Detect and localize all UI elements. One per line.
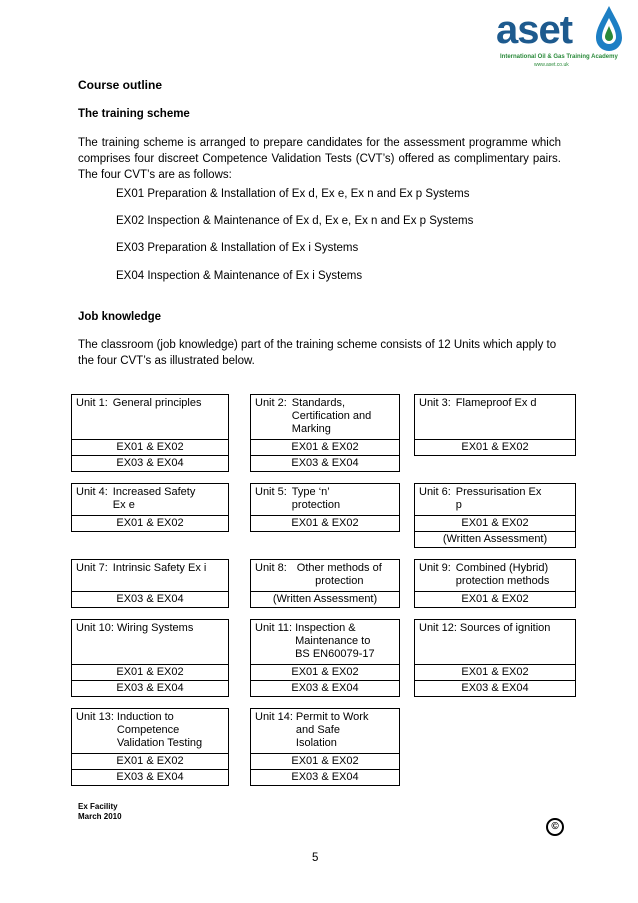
unit-box-8 — [250, 559, 400, 608]
copyright-icon: © — [546, 818, 564, 836]
unit-title: Other methods of protection — [296, 562, 382, 587]
unit-title: Pressurisation Ex p — [455, 486, 542, 511]
unit-box-4 — [71, 483, 229, 532]
unit-cvt-row: EX03 & EX04 — [72, 455, 228, 471]
unit-label: Unit 7: — [76, 562, 108, 574]
cvt-item: EX04 Inspection & Maintenance of Ex i Systems — [116, 270, 363, 282]
unit-title: Combined (Hybrid) protection methods — [455, 562, 550, 587]
unit-label: Unit 2: — [255, 397, 287, 409]
unit-box-10 — [71, 619, 229, 697]
unit-label: Unit 5: — [255, 486, 287, 498]
unit-cvt-row: EX01 & EX02 — [415, 664, 575, 680]
unit-label: Unit 1: — [76, 397, 108, 409]
unit-cvt-row: EX01 & EX02 — [72, 753, 228, 769]
unit-cvt-row: EX01 & EX02 — [251, 439, 399, 455]
unit-label: Unit 8: — [255, 562, 287, 574]
oil-drop-icon — [594, 4, 624, 56]
logo-url: www.aset.co.uk — [534, 62, 569, 68]
unit-cvt-row: EX03 & EX04 — [415, 680, 575, 696]
unit-box-7 — [71, 559, 229, 608]
unit-cvt-row: EX01 & EX02 — [251, 753, 399, 769]
unit-box-5 — [250, 483, 400, 532]
cvt-item: EX01 Preparation & Installation of Ex d, Ex e, Ex n and Ex p Systems — [116, 188, 470, 200]
unit-cvt-row: EX01 & EX02 — [72, 439, 228, 455]
unit-box-13 — [71, 708, 229, 786]
unit-title: Flameproof Ex d — [455, 397, 537, 409]
cvt-item: EX03 Preparation & Installation of Ex i Systems — [116, 242, 359, 254]
unit-label: Unit 13: — [76, 711, 114, 723]
unit-cvt-row: EX01 & EX02 — [251, 664, 399, 680]
unit-title: Permit to Work and Safe Isolation — [295, 711, 369, 749]
unit-title: Type ‘n’ protection — [291, 486, 341, 511]
unit-label: Unit 11: — [255, 622, 293, 634]
unit-label: Unit 3: — [419, 397, 451, 409]
unit-box-14 — [250, 708, 400, 786]
logo-brand: aset — [496, 8, 573, 52]
unit-box-9 — [414, 559, 576, 608]
unit-cvt-row: EX01 & EX02 — [415, 439, 575, 455]
unit-cvt-row: EX03 & EX04 — [72, 769, 228, 785]
knowledge-paragraph: The classroom (job knowledge) part of the training scheme consists of 12 Units which apply to the four CVT’s as illustrated below. — [78, 339, 557, 367]
scheme-paragraph: The training scheme is arranged to prepare candidates for the assessment programme which comprises four discreet Competence Validation Tests (CVT’s) offered as complimentary pairs. The four CVT’s are as follows: — [78, 137, 561, 181]
unit-label: Unit 12: — [419, 622, 457, 634]
footer-date: March 2010 — [78, 812, 122, 821]
unit-cvt-row: EX01 & EX02 — [72, 664, 228, 680]
page-title: Course outline — [78, 78, 163, 92]
unit-cvt-row: EX03 & EX04 — [72, 680, 228, 696]
unit-cvt-row: EX03 & EX04 — [251, 769, 399, 785]
unit-box-11 — [250, 619, 400, 697]
unit-label: Unit 9: — [419, 562, 451, 574]
page-number: 5 — [312, 852, 319, 864]
unit-box-1 — [71, 394, 229, 472]
unit-title: Intrinsic Safety Ex i — [112, 562, 207, 574]
unit-title: Standards, Certification and Marking — [291, 397, 372, 435]
unit-title: Inspection & Maintenance to BS EN60079-17 — [295, 622, 375, 660]
unit-box-2 — [250, 394, 400, 472]
unit-cvt-row: EX01 & EX02 — [72, 515, 228, 531]
unit-label: Unit 10: — [76, 622, 114, 634]
unit-cvt-row: EX01 & EX02 — [415, 515, 575, 531]
unit-box-3 — [414, 394, 576, 456]
footer-facility: Ex Facility — [78, 802, 118, 811]
unit-label: Unit 14: — [255, 711, 293, 723]
unit-cvt-row: EX01 & EX02 — [415, 591, 575, 607]
unit-cvt-row: EX03 & EX04 — [251, 455, 399, 471]
unit-cvt-row: (Written Assessment) — [415, 531, 575, 547]
unit-title: Sources of ignition — [459, 622, 551, 634]
unit-cvt-row: EX03 & EX04 — [72, 591, 228, 607]
unit-box-6 — [414, 483, 576, 548]
unit-cvt-row: EX03 & EX04 — [251, 680, 399, 696]
cvt-item: EX02 Inspection & Maintenance of Ex d, Ex e, Ex n and Ex p Systems — [116, 215, 474, 227]
logo-tagline: International Oil & Gas Training Academy — [500, 54, 618, 60]
unit-label: Unit 4: — [76, 486, 108, 498]
unit-title: Induction to Competence Validation Testing — [116, 711, 203, 749]
unit-box-12 — [414, 619, 576, 697]
unit-title: General principles — [112, 397, 202, 409]
aset-logo — [496, 4, 626, 70]
unit-cvt-row: EX01 & EX02 — [251, 515, 399, 531]
unit-label: Unit 6: — [419, 486, 451, 498]
unit-cvt-row: (Written Assessment) — [251, 591, 399, 607]
scheme-heading: The training scheme — [78, 108, 190, 120]
knowledge-heading: Job knowledge — [78, 311, 162, 323]
unit-title: Increased Safety Ex e — [112, 486, 196, 511]
unit-title: Wiring Systems — [116, 622, 194, 634]
